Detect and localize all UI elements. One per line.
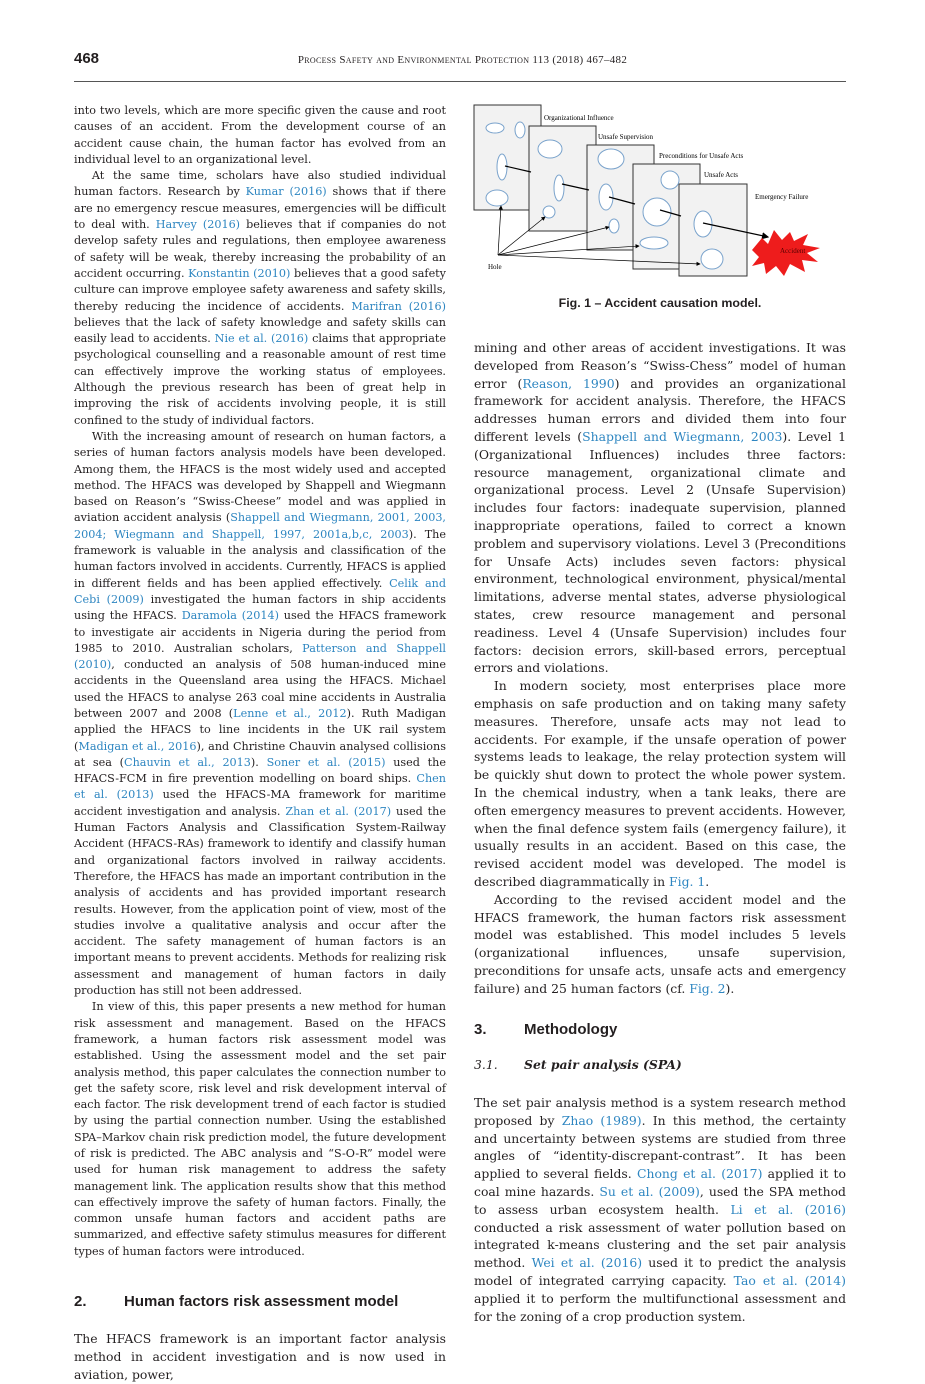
paragraph [474,1094,846,1325]
citation-link[interactable]: Zhan et al. (2017) [285,804,392,818]
left-column [74,103,446,1384]
right-column [474,339,846,1325]
paragraph [74,103,446,168]
citation-link[interactable]: Fig. 1 [669,873,706,889]
body-text: used the HFACS framework to investigate air accidents in Nigeria during the period from 1985 to 2010. Australian scholars, [74,609,447,655]
citation-link[interactable]: Lenne et al., 2012 [233,706,347,720]
citation-link[interactable]: Chen et al. (2013) [74,772,446,802]
body-text: , used the SPA method to assess urban ecosystem health. [474,1184,846,1217]
citation-link[interactable]: Su et al. (2009) [599,1184,700,1200]
body-text: ). Ruth Madigan applied the HFACS to line incidents in the UK rail system ( [74,706,447,753]
paragraph [74,999,446,1260]
section-heading [474,1021,846,1039]
citation-link[interactable]: Daramola (2014) [181,609,279,623]
citation-link[interactable]: Li et al. (2016) [730,1201,846,1217]
body-text: into two levels, which are more specific given the cause and root causes of an accident. From the development course of an accident cause chain, the human factor has evolved from an individual level to an organizational level. [74,104,446,166]
body-text: ), and Christine Chauvin analysed collisions at sea ( [74,739,446,769]
body-text: believes that a good safety culture can improve employee safety awareness and safety skills, thereby reducing the incidence of accidents. [74,266,446,313]
body-text: used it to predict the analysis model of integrated carrying capacity. [474,1255,847,1289]
subsection-number: 3.1. [474,1057,498,1073]
citation-link[interactable]: Shappell and Wiegmann, 2001, 2003, 2004; Wiegmann and Shappell, 1997, 2001a,b,c, 2003 [74,511,446,541]
citation-link[interactable]: Reason, 1990 [522,375,615,391]
section-heading [74,1294,446,1310]
paragraph [74,168,446,429]
body-text: ). [250,755,267,769]
running-header: Process Safety and Environmental Protection 113 (2018) 467–482 [297,54,628,66]
body-text: shows that if there are no emergency rescue measures, emergencies will be difficult to deal with. [74,185,447,232]
citation-link[interactable]: Madigan et al., 2016 [78,739,197,753]
section-number: 2. [74,1293,87,1311]
page-number: 468 [74,50,100,67]
figure-label: Preconditions for Unsafe Acts [659,152,744,160]
figure-label: Unsafe Acts [704,171,739,179]
body-text: ). Level 1 (Organizational Influences) includes three factors: resource management, organizational climate and organizational process. Level 2 (Unsafe Supervision) includes four factors: inadequate supervision, planned inappropriate operations, failed to correct a known problem and supervisory violations. Level 3 (Preconditions for Unsafe Acts) includes seven factors: physical environment, technological environment, physical/mental limitations, adverse mental states, adverse physiological states, crew resource management and personal readiness. Level 4 (Unsafe Supervision) includes four factors: decision errors, skill-based errors, perceptual errors and violations. [474,428,847,676]
accident-causation-figure [472,100,848,280]
citation-link[interactable]: Fig. 2 [689,980,726,996]
body-text: . In this method, the certainty and uncertainty between systems are studied from three angles of “identity-discrepant-contrast”. It has been applied to several fields. [474,1112,847,1182]
section-title: Human factors risk assessment model [124,1293,399,1311]
body-text: ). The framework is valuable in the analysis and classification of the human factors involved in accidents. Currently, HFACS is applied in different fields and has been applied effectively. [74,527,446,590]
body-text: According to the revised accident model and the HFACS framework, the human factors risk assessment model was established. This model includes 5 levels (organizational influences, unsafe supervision, preconditions for unsafe acts, unsafe acts and emergency failure) and 25 human factors (cf. [474,891,846,996]
body-text: . [705,873,710,889]
citation-link[interactable]: Kumar (2016) [245,185,327,199]
body-text: used the HFACS-FCM in fire prevention modelling on board ships. [74,755,446,786]
citation-link[interactable]: Celik and Cebi (2009) [74,576,446,606]
paragraph [74,429,446,999]
citation-link[interactable]: Patterson and Shappell (2010) [74,641,446,672]
body-text: In modern society, most enterprises place more emphasis on safe production and on taking many safety measures. Therefore, unsafe acts may not lead to accidents. For example, if the unsafe operation of power systems leads to leakage, the relay protection system will be quickly shut down to protect the whole power system. In the chemical industry, when a tank leaks, there are often emergency measures to prevent accidents. However, when the final defence system fails (emergency failure), it usually results in an accident. Based on this case, the revised accident model was developed. The model is described diagrammatically in [474,678,846,889]
citation-link[interactable]: Shappell and Wiegmann, 2003 [582,428,783,444]
figure-label: Emergency Failure [755,193,809,201]
body-text: mining and other areas of accident investigations. It was developed from Reason’s “Swiss-Chess” model of human error ( [474,340,846,391]
subsection-heading [474,1056,846,1074]
body-text: , conducted an analysis of 508 human-induced mine accidents in the Queensland area using the HFACS. Michael used the HFACS to analyse 263 coal mine accidents in Australia between 2007 and 2008 ( [74,658,446,720]
section-title: Methodology [524,1021,618,1039]
body-text: claims that appropriate psychological counselling and a reasonable amount of rest time can effectively improve the working status of employees. Although the previous research has been of great help in improving the risk of accidents involving people, it is still confined to the study of individual factors. [74,332,446,427]
figure-label: Unsafe Supervision [598,133,654,141]
paragraph [474,677,846,891]
body-text: ). [725,980,735,996]
paragraph [474,891,846,998]
hole-label: Hole [488,263,502,271]
body-text: At the same time, scholars have also studied individual human factors. Research by [74,169,446,199]
body-text: believes that the lack of safety knowledge and safety skills can easily lead to accidents. [74,315,446,346]
paragraph [474,339,846,677]
header-rule [74,81,846,82]
citation-link[interactable]: Chong et al. (2017) [637,1166,763,1182]
citation-link[interactable]: Zhao (1989) [561,1112,642,1128]
citation-link[interactable]: Wei et al. (2016) [531,1255,643,1271]
citation-link[interactable]: Nie et al. (2016) [214,332,309,346]
body-text: In view of this, this paper presents a new method for human risk assessment and management. Based on the HFACS framework, a human factors risk assessment model was established. Using the assessment model and the set pair analysis method, this paper calculates the connection number to get the safety score, risk level and risk development interval of each factor. The risk development trend of each factor is studied by using the partial connection number. Using the established SPA–Markov chain risk prediction model, the future development of risk is predicted. The ABC analysis and “S-O-R” model were used for human risk management to address the safety management link. The application results show that this method can effectively improve the safety of human factors. Finally, the common unsafe human factors and accident paths are summarized, and effective safety stimulus measures for different types of human factors were introduced. [74,1000,446,1258]
citation-link[interactable]: Soner et al. (2015) [266,755,386,769]
body-text: applied it to perform the multifunctional assessment and for the zoning of a crop production system. [474,1290,846,1324]
body-text: The HFACS framework is an important factor analysis method in accident investigation and is now used in aviation, power, [74,1331,446,1382]
subsection-title: Set pair analysis (SPA) [524,1057,682,1073]
accident-label: Accident [780,247,806,255]
citation-link[interactable]: Harvey (2016) [155,218,241,232]
citation-link[interactable]: Chauvin et al., 2013 [124,755,251,769]
body-text: used the HFACS-MA framework for maritime accident investigation and analysis. [74,788,446,818]
paragraph [74,1330,446,1383]
figure-label: Organizational Influence [544,114,614,122]
citation-link[interactable]: Marifran (2016) [351,299,446,313]
body-text: With the increasing amount of research on human factors, a series of human factors analysis models have been developed. Among them, the HFACS is the most widely used and accepted method. The HFACS was developed by Shappell and Wiegmann based on Reason’s “Swiss-Cheese” model and was applied in aviation accident analysis ( [74,429,446,525]
body-text: The set pair analysis method is a system research method proposed by [474,1095,846,1128]
citation-link[interactable]: Konstantin (2010) [188,266,291,280]
citation-link[interactable]: Tao et al. (2014) [733,1273,846,1289]
figure-caption: Fig. 1 – Accident causation model. [558,296,762,310]
body-text: applied it to coal mine hazards. [474,1166,846,1200]
body-text: ) and provides an organizational framework for accident analysis. Therefore, the HFACS addresses human errors and divided them into four different levels ( [474,375,846,444]
body-text: used the Human Factors Analysis and Classification System-Railway Accident (HFACS-RAs) framework to identify and classify human and organizational factors involved in railway accidents. Therefore, the HFACS has made an important contribution in the analysis of accidents and has provided important research results. However, from the application point of view, most of the studies involve a qualitative analysis and occur after the accident. The safety management of human factors is an important means to prevent accidents. Methods for realizing risk assessment and management of human factors in daily production has still not been addressed. [74,804,446,998]
body-text: believes that if companies do not develop safety rules and regulations, then employee awareness of safety will be weak, thereby increasing the probability of an accident occurring. [74,218,447,280]
body-text: conducted a risk assessment of water pollution based on integrated k-means clustering and the set pair analysis method. [474,1219,846,1271]
section-number: 3. [474,1021,487,1039]
body-text: investigated the human factors in ship accidents using the HFACS. [74,592,446,623]
